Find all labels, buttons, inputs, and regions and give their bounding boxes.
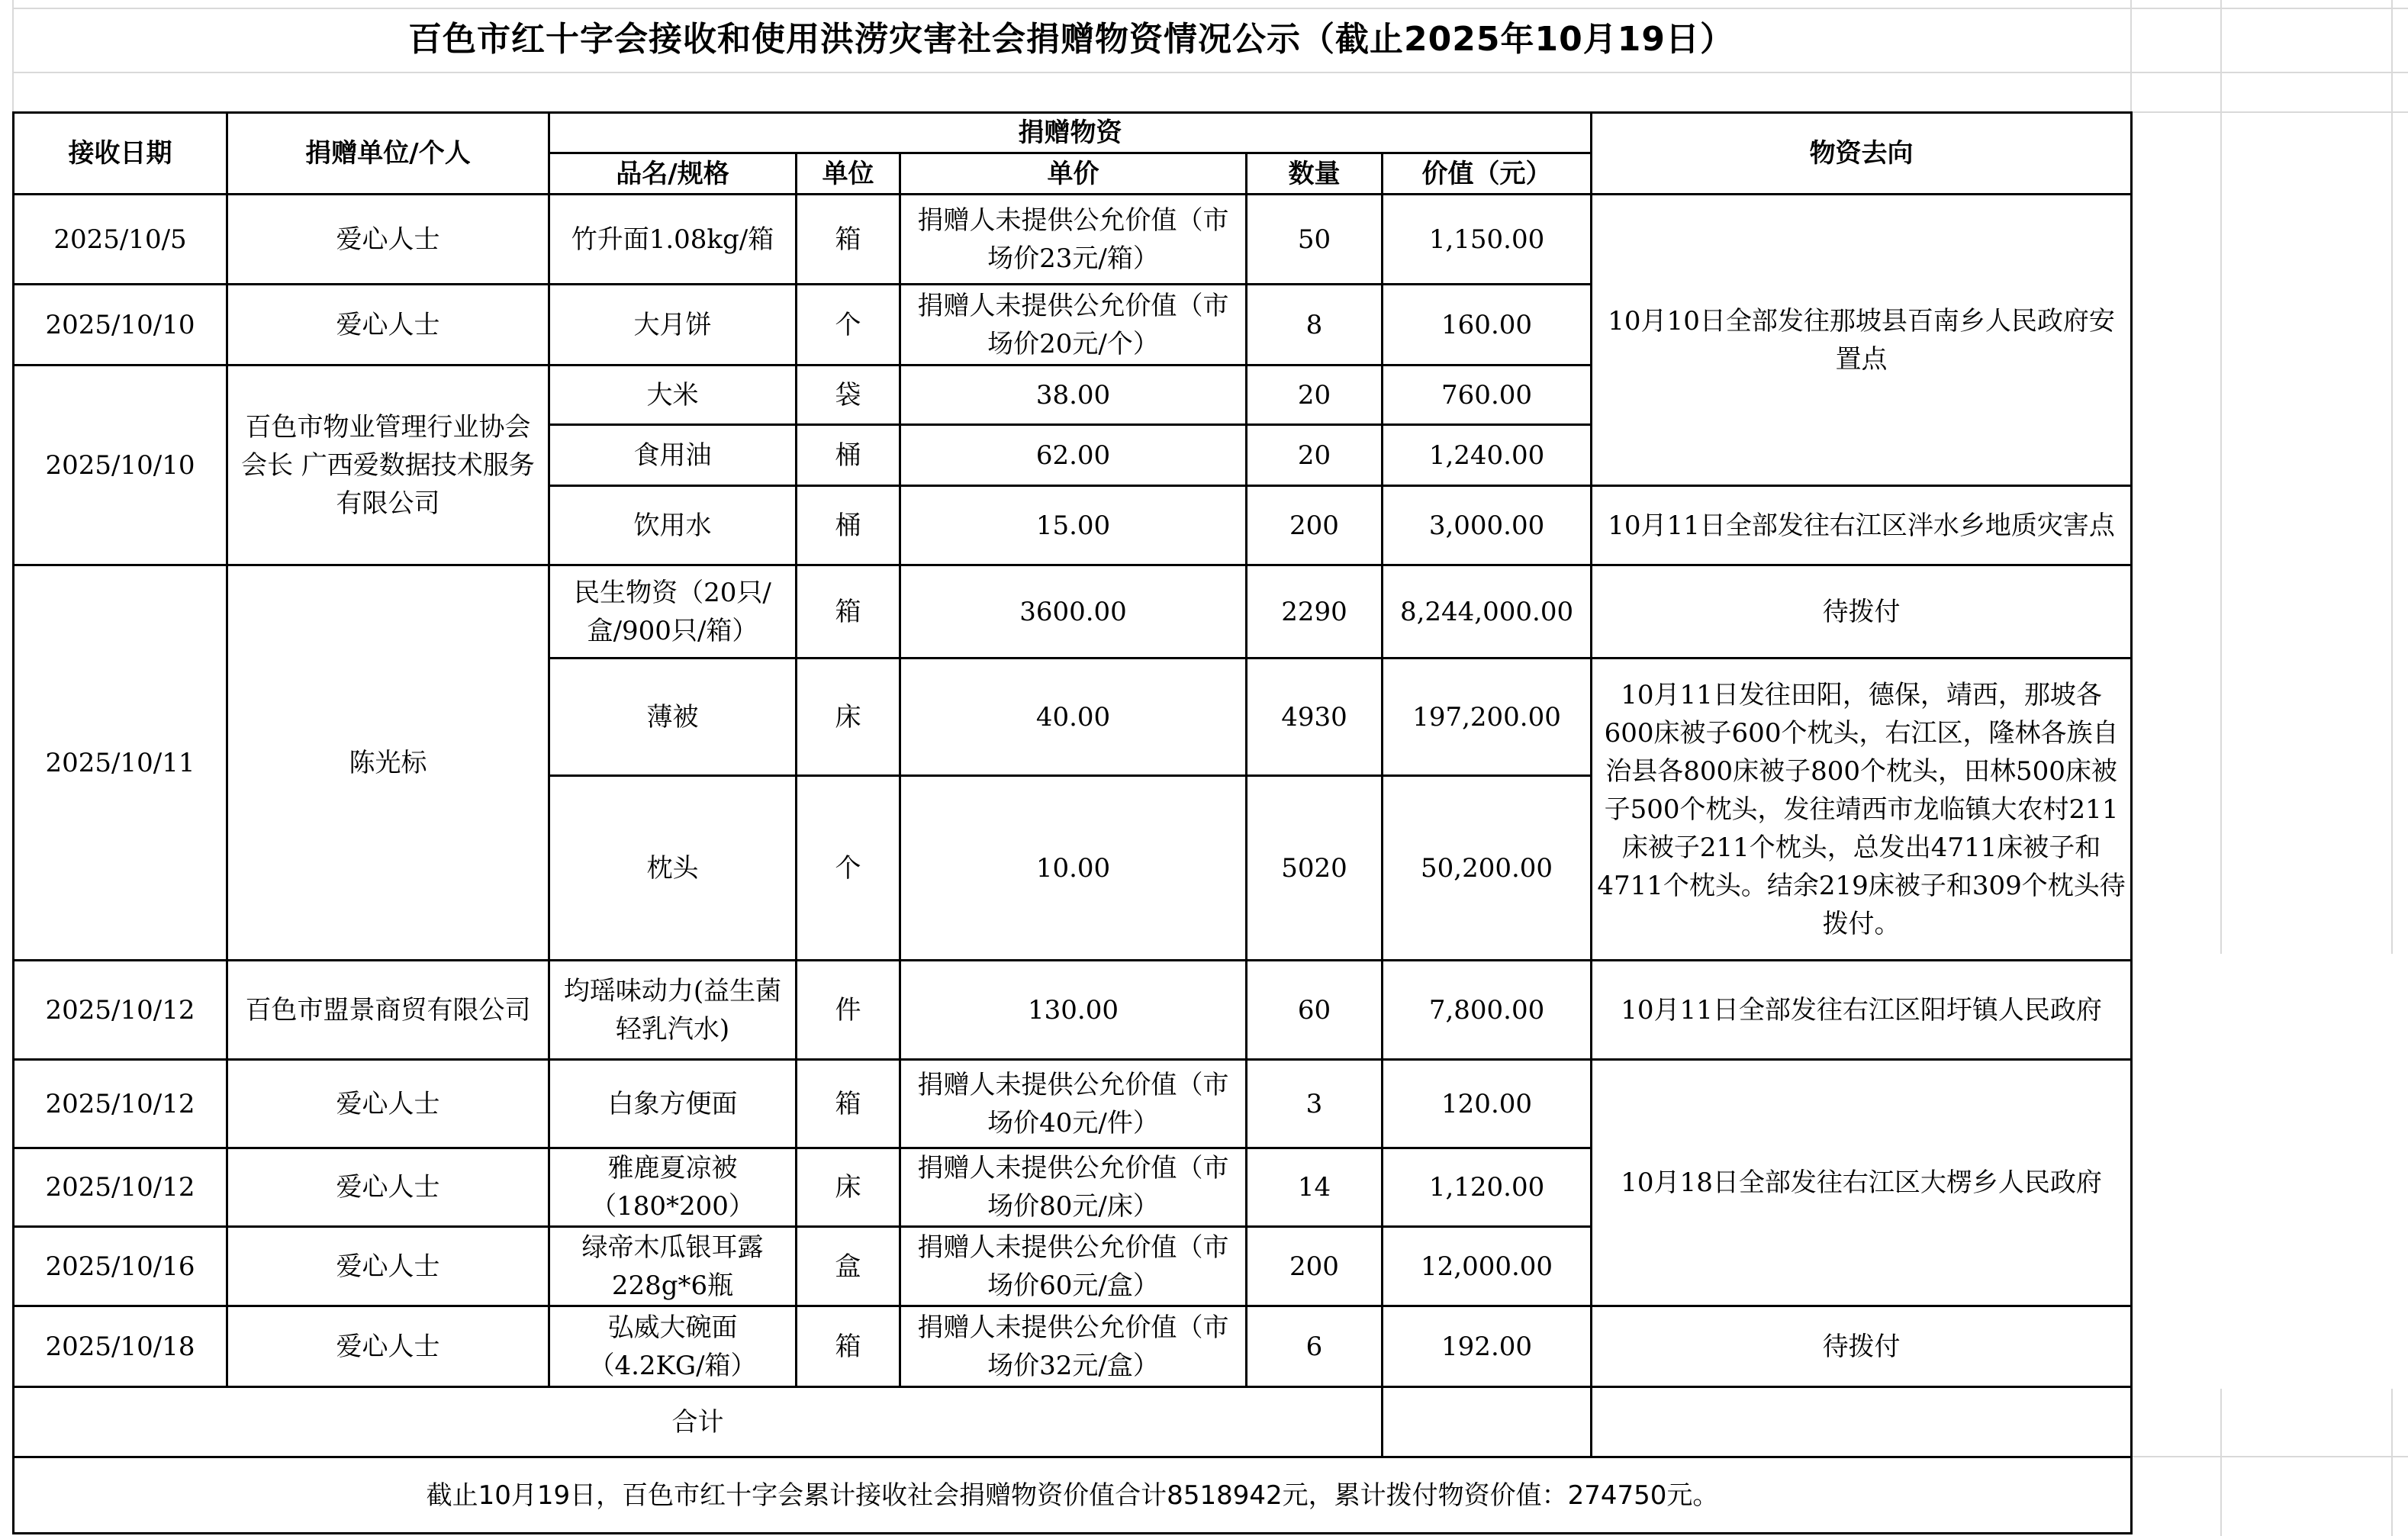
cell-price: 捐赠人未提供公允价值（市场价23元/箱） [900,195,1247,285]
cell-destination: 10月11日发往田阳，德保，靖西，那坡各600床被子600个枕头，右江区，隆林各族自治县各800床被子800个枕头，田林500床被子500个枕头，发往靖西市龙临镇大农村211床被子211个枕头，总发出4711床被子和4711个枕头。结余219床被子和309个枕头待拨付。 [1592,659,2132,961]
gridline [2391,0,2393,954]
cell-date: 2025/10/5 [14,195,227,285]
cell-item: 薄被 [549,659,797,776]
cell-item: 饮用水 [549,486,797,565]
cell-destination: 待拨付 [1592,1306,2132,1387]
cell-value: 7,800.00 [1383,961,1592,1060]
cell-qty: 20 [1247,365,1383,425]
cell-price: 捐赠人未提供公允价值（市场价80元/床） [900,1148,1247,1227]
cell-donor: 爱心人士 [227,285,549,365]
cell-item: 弘威大碗面（4.2KG/箱） [549,1306,797,1387]
cell-value: 160.00 [1383,285,1592,365]
cell-donor: 爱心人士 [227,195,549,285]
cell-qty: 2290 [1247,565,1383,659]
gridline [2130,111,2408,113]
cell-price: 捐赠人未提供公允价值（市场价32元/盒） [900,1306,1247,1387]
total-destination-cell [1592,1387,2132,1457]
cell-destination: 10月11日全部发往右江区阳圩镇人民政府 [1592,961,2132,1060]
cell-price: 38.00 [900,365,1247,425]
cell-value: 760.00 [1383,365,1592,425]
cell-value: 8,244,000.00 [1383,565,1592,659]
total-value-cell [1383,1387,1592,1457]
cell-price: 15.00 [900,486,1247,565]
cell-qty: 6 [1247,1306,1383,1387]
cell-item: 枕头 [549,776,797,961]
cell-qty: 8 [1247,285,1383,365]
gridline [2220,0,2222,954]
cell-price: 130.00 [900,961,1247,1060]
cell-unit: 个 [797,776,900,961]
header-price: 单价 [900,153,1247,195]
cell-donor: 百色市物业管理行业协会会长 广西爱数据技术服务有限公司 [227,365,549,565]
header-name-spec: 品名/规格 [549,153,797,195]
cell-value: 120.00 [1383,1060,1592,1148]
cell-unit: 桶 [797,425,900,486]
cell-donor: 爱心人士 [227,1306,549,1387]
page-title: 百色市红十字会接收和使用洪涝灾害社会捐赠物资情况公示（截止2025年10月19日） [408,20,1734,59]
total-row [14,1387,2132,1457]
cell-qty: 4930 [1247,659,1383,776]
cell-unit: 袋 [797,365,900,425]
header-goods: 捐赠物资 [549,113,1592,153]
header-destination: 物资去向 [1592,113,2132,195]
header-unit: 单位 [797,153,900,195]
cell-value: 197,200.00 [1383,659,1592,776]
cell-item: 大米 [549,365,797,425]
cell-date: 2025/10/12 [14,1060,227,1148]
donation-table [12,111,2133,1534]
cell-destination: 10月10日全部发往那坡县百南乡人民政府安置点 [1592,195,2132,486]
cell-qty: 60 [1247,961,1383,1060]
cell-donor: 陈光标 [227,565,549,961]
cell-value: 1,150.00 [1383,195,1592,285]
cell-destination: 10月11日全部发往右江区泮水乡地质灾害点 [1592,486,2132,565]
cell-item: 大月饼 [549,285,797,365]
cell-unit: 床 [797,1148,900,1227]
cell-price: 捐赠人未提供公允价值（市场价40元/件） [900,1060,1247,1148]
cell-date: 2025/10/12 [14,1148,227,1227]
cell-unit: 个 [797,285,900,365]
cell-item: 均瑶味动力(益生菌轻乳汽水) [549,961,797,1060]
cell-unit: 床 [797,659,900,776]
cell-qty: 5020 [1247,776,1383,961]
cell-item: 食用油 [549,425,797,486]
cell-item: 白象方便面 [549,1060,797,1148]
cell-donor: 爱心人士 [227,1060,549,1148]
cell-date: 2025/10/10 [14,365,227,565]
cell-unit: 箱 [797,565,900,659]
footnote-row [14,1457,2132,1534]
cell-qty: 50 [1247,195,1383,285]
header-row [14,113,2132,153]
table-row [14,1060,2132,1148]
footnote: 截止10月19日，百色市红十字会累计接收社会捐赠物资价值合计8518942元，累计拨付物资价值：274750元。 [14,1457,2132,1534]
cell-item: 绿帝木瓜银耳露228g*6瓶 [549,1227,797,1306]
cell-item: 竹升面1.08kg/箱 [549,195,797,285]
header-qty: 数量 [1247,153,1383,195]
gridline [2220,1389,2222,1536]
table-row [14,1306,2132,1387]
gridline [12,72,2408,73]
cell-destination: 待拨付 [1592,565,2132,659]
cell-item: 雅鹿夏凉被（180*200） [549,1148,797,1227]
cell-price: 10.00 [900,776,1247,961]
cell-date: 2025/10/10 [14,285,227,365]
cell-unit: 箱 [797,195,900,285]
cell-unit: 箱 [797,1306,900,1387]
cell-value: 192.00 [1383,1306,1592,1387]
cell-donor: 百色市盟景商贸有限公司 [227,961,549,1060]
cell-value: 50,200.00 [1383,776,1592,961]
cell-value: 12,000.00 [1383,1227,1592,1306]
gridline [2130,1456,2408,1457]
cell-unit: 盒 [797,1227,900,1306]
header-donor: 捐赠单位/个人 [227,113,549,195]
cell-qty: 14 [1247,1148,1383,1227]
table-row [14,961,2132,1060]
header-value: 价值（元） [1383,153,1592,195]
cell-date: 2025/10/16 [14,1227,227,1306]
cell-qty: 3 [1247,1060,1383,1148]
cell-qty: 200 [1247,486,1383,565]
cell-value: 3,000.00 [1383,486,1592,565]
cell-unit: 件 [797,961,900,1060]
cell-destination: 10月18日全部发往右江区大楞乡人民政府 [1592,1060,2132,1306]
cell-price: 捐赠人未提供公允价值（市场价20元/个） [900,285,1247,365]
cell-qty: 200 [1247,1227,1383,1306]
cell-donor: 爱心人士 [227,1148,549,1227]
table-row [14,195,2132,285]
cell-price: 62.00 [900,425,1247,486]
cell-date: 2025/10/11 [14,565,227,961]
header-date: 接收日期 [14,113,227,195]
cell-price: 捐赠人未提供公允价值（市场价60元/盒） [900,1227,1247,1306]
cell-price: 40.00 [900,659,1247,776]
gridline [2391,1389,2393,1536]
cell-unit: 箱 [797,1060,900,1148]
cell-date: 2025/10/12 [14,961,227,1060]
cell-value: 1,120.00 [1383,1148,1592,1227]
cell-qty: 20 [1247,425,1383,486]
total-label: 合计 [14,1387,1383,1457]
cell-unit: 桶 [797,486,900,565]
table-row [14,565,2132,659]
cell-date: 2025/10/18 [14,1306,227,1387]
cell-donor: 爱心人士 [227,1227,549,1306]
cell-item: 民生物资（20只/盒/900只/箱） [549,565,797,659]
cell-price: 3600.00 [900,565,1247,659]
cell-value: 1,240.00 [1383,425,1592,486]
